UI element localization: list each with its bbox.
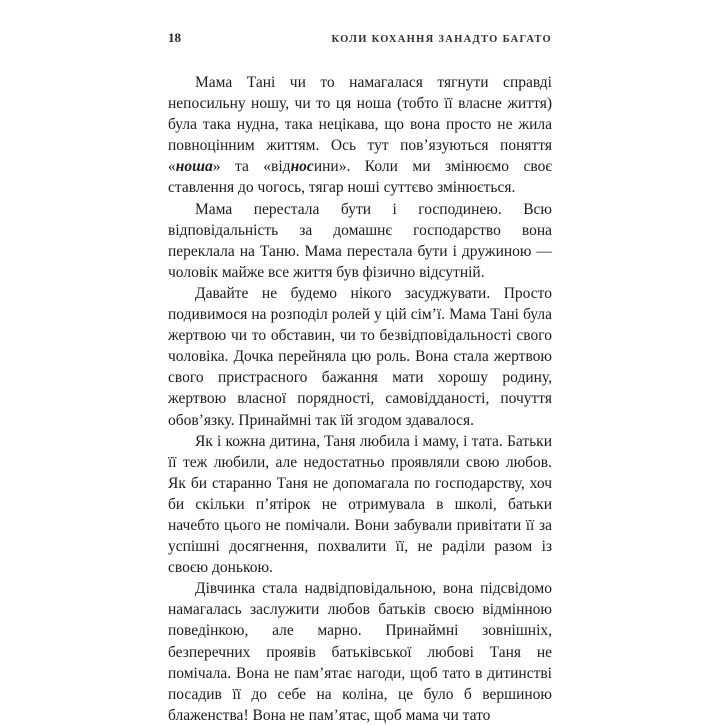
paragraph xyxy=(168,72,552,199)
paragraph xyxy=(168,578,552,726)
running-title: КОЛИ КОХАННЯ ЗАНАДТО БАГАТО xyxy=(331,34,552,45)
body-text: ини». Коли ми змінюємо своє ставлення до чогось, тягар ноші суттєво змінюється. xyxy=(168,158,552,197)
body-text: Як і кожна дитина, Таня любила і маму, і тата. Батьки її теж любили, але недостатньо проявляли свою любов. Як би старанно Таня не допомагала по господарству, хоч би скільки п’ятірок не отримувала в школі, батьки начебто цього не помічали. Вони забували привітати її за успішні досягнення, похвалити її, не раділи разом із своєю донькою. xyxy=(168,432,552,577)
body-text: Мама перестала бути і господинею. Всю відповідальність за домашнє господарство вона переклала на Таню. Мама перестала бути і дружиною — чоловік майже все життя був фізично відсутній. xyxy=(168,200,552,281)
page-body xyxy=(168,72,552,726)
emphasized-text: ноша xyxy=(175,158,213,176)
page-number: 18 xyxy=(168,30,181,45)
paragraph xyxy=(168,199,552,283)
emphasized-text: нос xyxy=(290,158,314,176)
page-header xyxy=(168,30,552,46)
paragraph xyxy=(168,431,552,579)
body-text: Дівчинка стала надвідповідальною, вона підсвідомо намагалась заслужити любов батьків своєю відмінною поведінкою, але марно. Принаймні зовнішніх, безперечних проявів батьківської любові Таня не помічала. Вона не пам’ятає нагоди, щоб тато в дитинстві посадив її до себе на коліна, це було б вершиною блаженства! Вона не пам’ятає, щоб мама чи тато xyxy=(168,580,552,724)
paragraph xyxy=(168,283,552,431)
body-text: » та «від xyxy=(212,158,291,176)
body-text: Мама Тані чи то намагалася тягнути справді непосильну ношу, чи то ця ноша (тобто її власне життя) була така нудна, така нецікава, що вона просто не жила повноцінним життям. Ось тут пов’язуються поняття « xyxy=(168,74,552,176)
body-text: Давайте не будемо нікого засуджувати. Просто подивимося на розподіл ролей у цій сім’ї. Мама Тані була жертвою чи то обставин, чи то безвідповідальності свого чоловіка. Дочка перейняла цю роль. Вона стала жертвою свого пристрасного бажання мати хорошу родину, жертвою власної порядності, самовідданості, почуття обов’язку. Принаймні так їй згодом здавалося. xyxy=(168,284,552,429)
